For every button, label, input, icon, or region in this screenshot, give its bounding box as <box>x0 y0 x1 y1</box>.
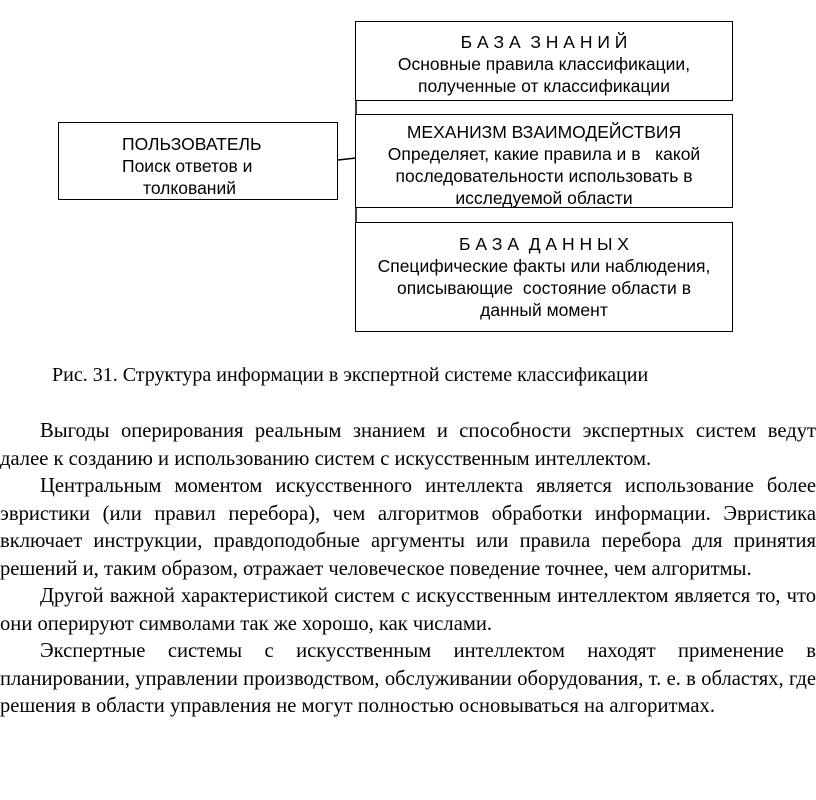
paragraph: Другой важной характеристикой систем с искусственным интеллектом является то, что они оперируют символами так же хорошо, как числами. <box>0 585 816 635</box>
knowledge-base-title: Б А З А З Н А Н И Й <box>460 32 628 52</box>
paragraph: Центральным моментом искусственного интеллекта является использование более эвристики (или правил перебора), чем алгоритмов обработки информации. Эвристика включает инструкции, правдоподобные аргументы или правила перебора для принятия решений и, таким образом, отражает человеческое поведение точнее, чем алгоритмы. <box>0 475 816 580</box>
mechanism-line-2: последовательности использовать в <box>395 166 693 186</box>
paragraph: Экспертные системы с искусственным интеллектом находят применение в планировании, управлении производством, обслуживании оборудования, т. е. в областях, где решения в области управления не могут полностью основываться на алгоритмах. <box>0 640 816 717</box>
mechanism-line-3: исследуемой области <box>455 188 633 208</box>
user-box-line-1: Поиск ответов и <box>122 156 253 176</box>
user-box <box>58 122 338 200</box>
knowledge-base-box <box>355 21 733 101</box>
user-to-bus-connector <box>338 158 356 160</box>
database-box <box>355 222 733 332</box>
knowledge-base-line-1: Основные правила классификации, <box>397 54 691 74</box>
knowledge-base-line-2: полученные от классификации <box>418 76 670 96</box>
database-title: Б А З А Д А Н Н Ы Х <box>459 234 629 254</box>
database-line-3: данный момент <box>480 300 608 320</box>
mechanism-line-1: Определяет, какие правила и в какой <box>387 144 701 164</box>
body-text <box>0 418 816 721</box>
database-line-2: описывающие состояние области в <box>396 278 691 298</box>
mechanism-box <box>355 114 733 208</box>
mechanism-title: МЕХАНИЗМ ВЗАИМОДЕЙСТВИЯ <box>406 122 682 142</box>
user-box-title: ПОЛЬЗОВАТЕЛЬ <box>122 134 262 154</box>
database-line-1: Специфические факты или наблюдения, <box>377 256 711 276</box>
user-box-line-2: толкований <box>143 178 237 198</box>
paragraph: Выгоды оперирования реальным знанием и способности экспертных систем ведут далее к созданию и использованию систем с искусственным интеллектом. <box>0 420 816 470</box>
figure-caption: Рис. 31. Структура информации в экспертной системе классификации <box>52 364 649 386</box>
expert-system-diagram <box>0 0 816 340</box>
